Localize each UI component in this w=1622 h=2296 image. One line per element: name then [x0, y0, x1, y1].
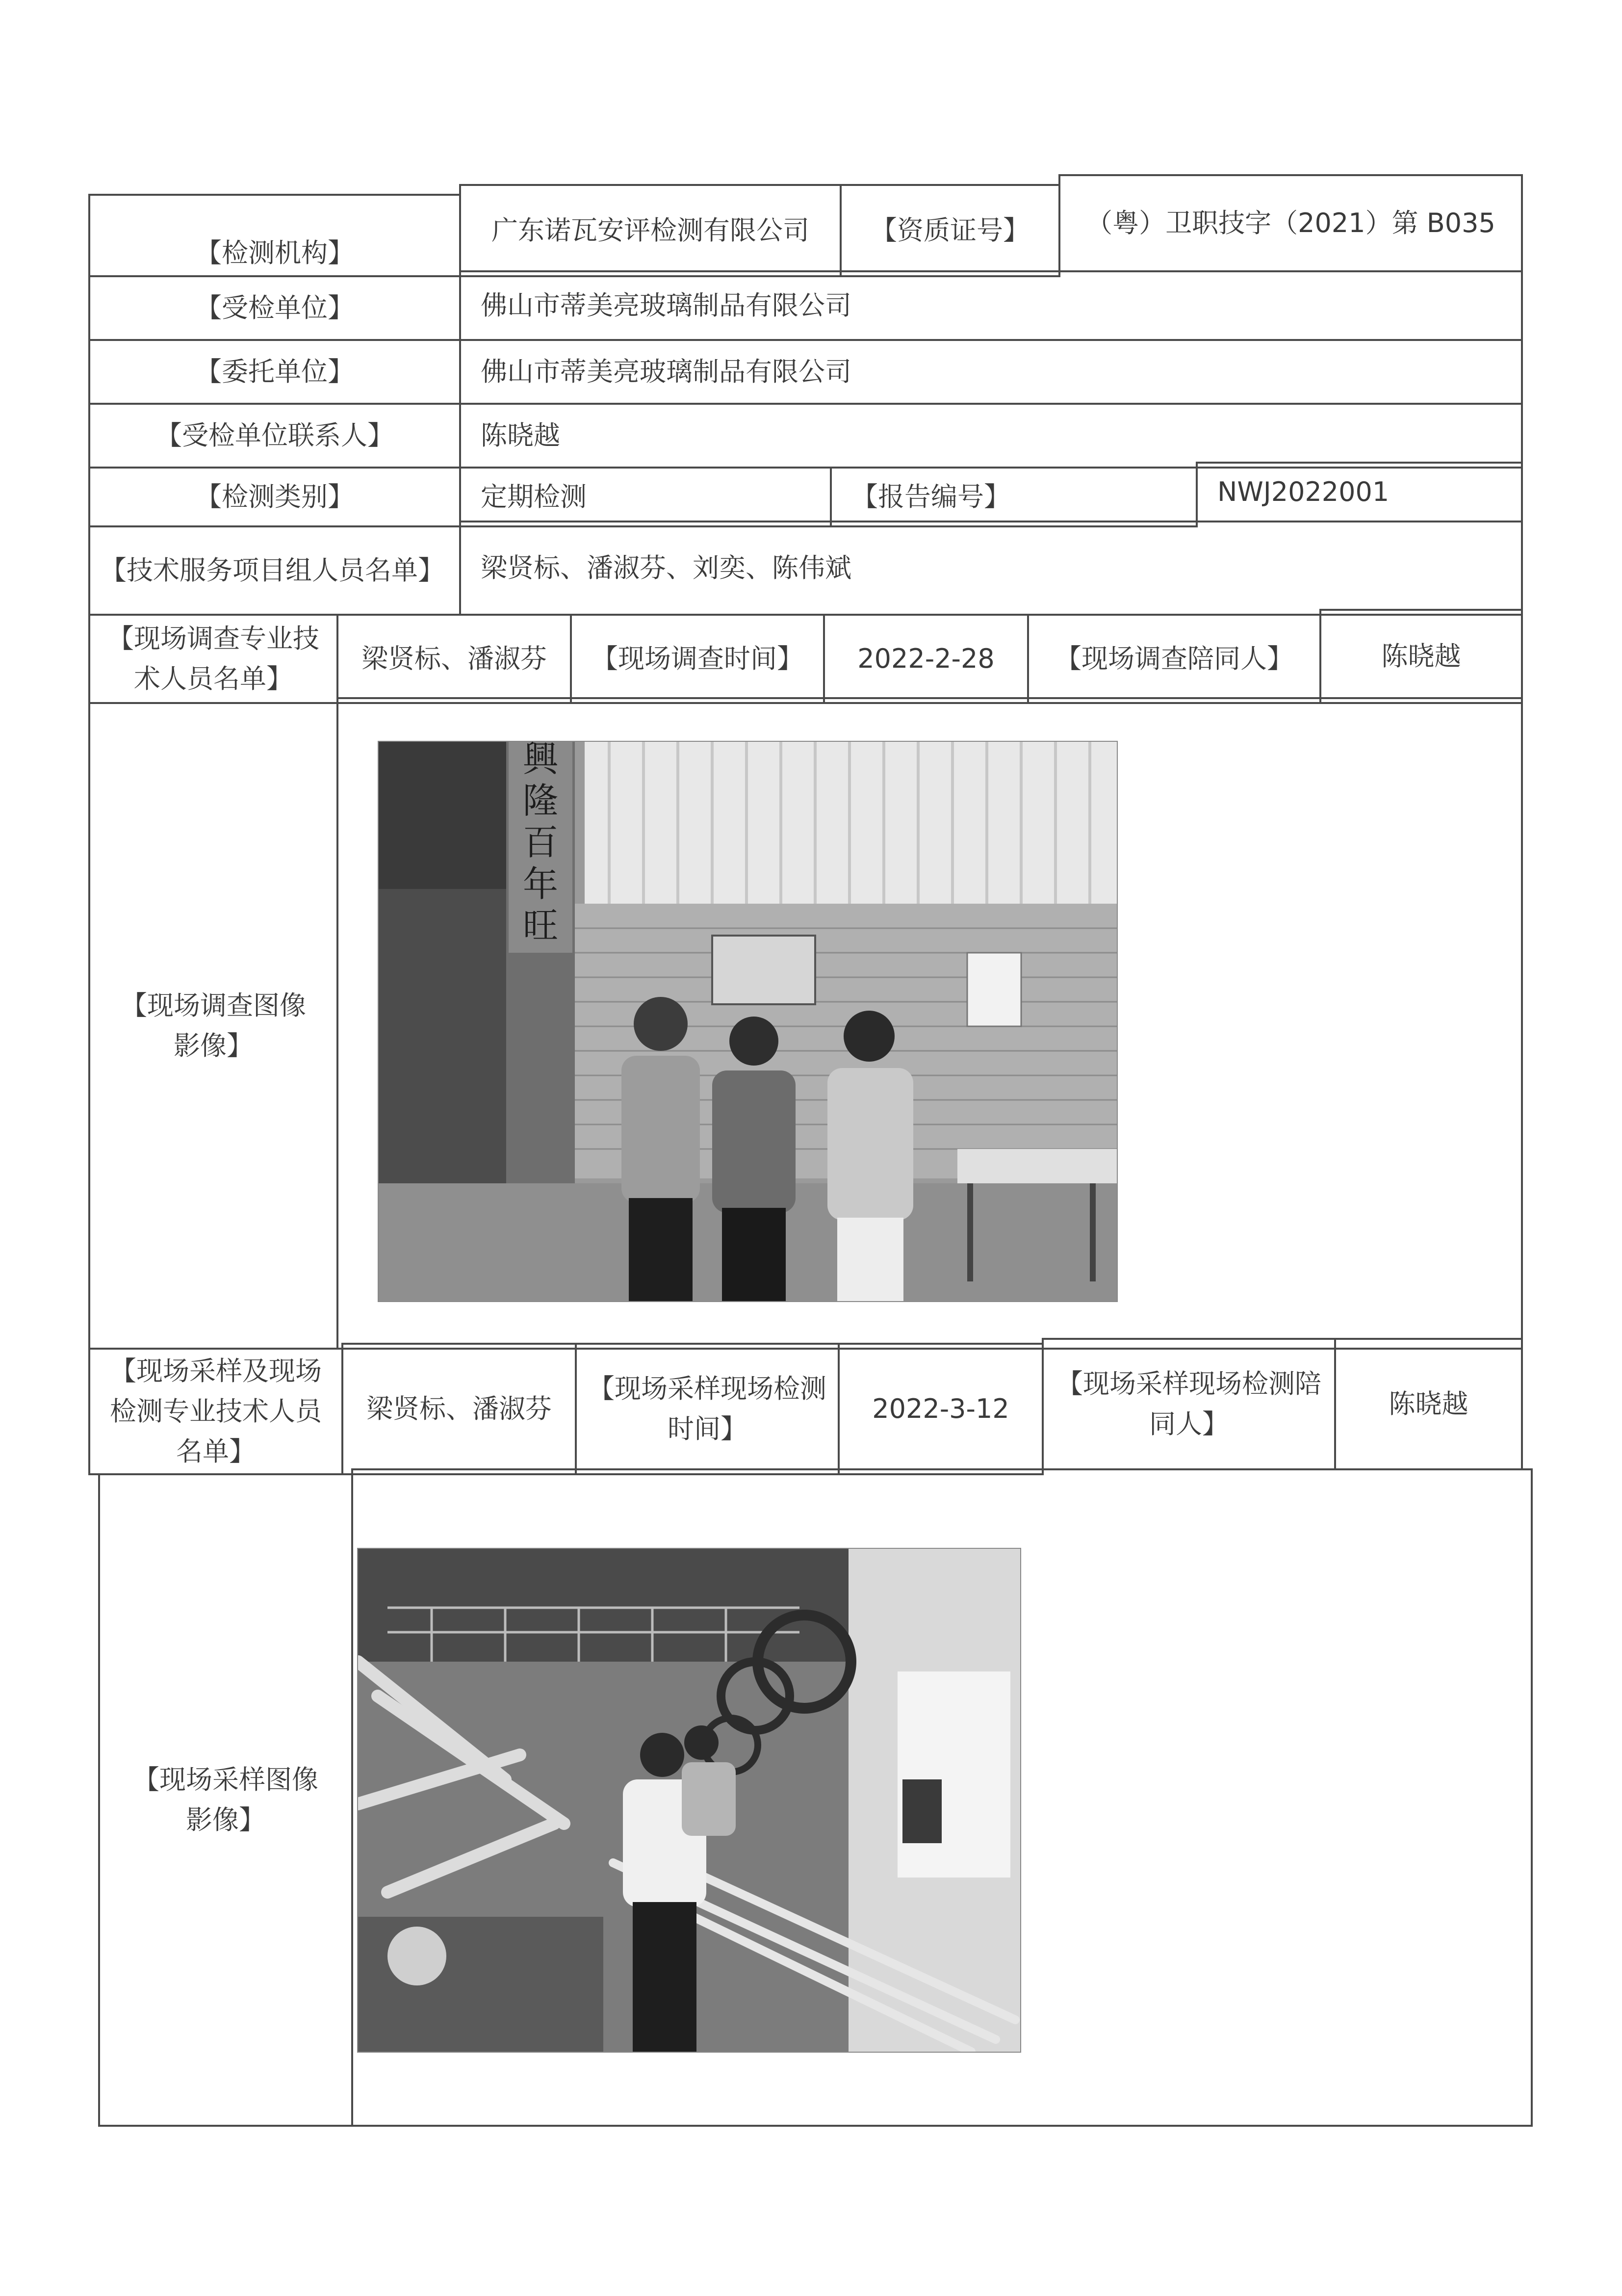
- survey-staff-label: 【现场调查专业技术人员名单】: [88, 614, 338, 704]
- survey-image-label: 【现场调查图像影像】: [88, 702, 338, 1350]
- cert-label: 【资质证号】: [840, 184, 1060, 277]
- category-value: 定期检测: [459, 467, 832, 527]
- sampling-escort-label: 【现场采样现场检测陪同人】: [1042, 1338, 1336, 1470]
- contact-label: 【受检单位联系人】: [88, 403, 461, 469]
- banner-char-3: 百: [522, 822, 559, 863]
- survey-escort-label: 【现场调查陪同人】: [1027, 614, 1321, 704]
- team-value: 梁贤标、潘淑芬、刘奕、陈伟斌: [459, 521, 1523, 616]
- banner-char-2: 隆: [522, 780, 559, 821]
- category-label: 【检测类别】: [88, 467, 461, 527]
- inspected-value: 佛山市蒂美亮玻璃制品有限公司: [459, 270, 1523, 341]
- banner-char-1: 興: [522, 742, 559, 780]
- sampling-photo-drawing: [358, 1549, 1020, 2052]
- contact-value: 陈晓越: [459, 403, 1523, 469]
- survey-photo: [378, 741, 1118, 1302]
- sampling-image-label: 【现场采样图像影像】: [98, 1473, 353, 2127]
- inspected-label: 【受检单位】: [88, 275, 461, 341]
- team-label: 【技术服务项目组人员名单】: [88, 525, 461, 616]
- survey-time-label: 【现场调查时间】: [570, 614, 825, 704]
- client-label: 【委托单位】: [88, 339, 461, 405]
- sampling-staff-value: 梁贤标、潘淑芬: [341, 1343, 577, 1475]
- sampling-staff-label: 【现场采样及现场检测专业技术人员名单】: [88, 1348, 343, 1475]
- agency-value: 广东诺瓦安评检测有限公司: [459, 184, 842, 277]
- survey-photo-drawing: [379, 742, 1117, 1301]
- survey-staff-value: 梁贤标、潘淑芬: [336, 614, 572, 704]
- sampling-escort-value: 陈晓越: [1334, 1338, 1523, 1470]
- cert-value: （粤）卫职技字（2021）第 B035: [1058, 174, 1523, 272]
- sampling-time-value: 2022-3-12: [838, 1343, 1044, 1475]
- banner-char-5: 旺: [522, 905, 559, 946]
- survey-time-value: 2022-2-28: [823, 614, 1029, 704]
- survey-escort-value: 陈晓越: [1319, 609, 1523, 704]
- banner-char-4: 年: [522, 863, 559, 905]
- sampling-time-label: 【现场采样现场检测时间】: [575, 1343, 840, 1475]
- report-value: NWJ2022001: [1196, 462, 1523, 522]
- sampling-photo: [357, 1548, 1021, 2053]
- report-label: 【报告编号】: [830, 467, 1198, 527]
- agency-label: 【检测机构】: [88, 194, 461, 277]
- client-value: 佛山市蒂美亮玻璃制品有限公司: [459, 339, 1523, 405]
